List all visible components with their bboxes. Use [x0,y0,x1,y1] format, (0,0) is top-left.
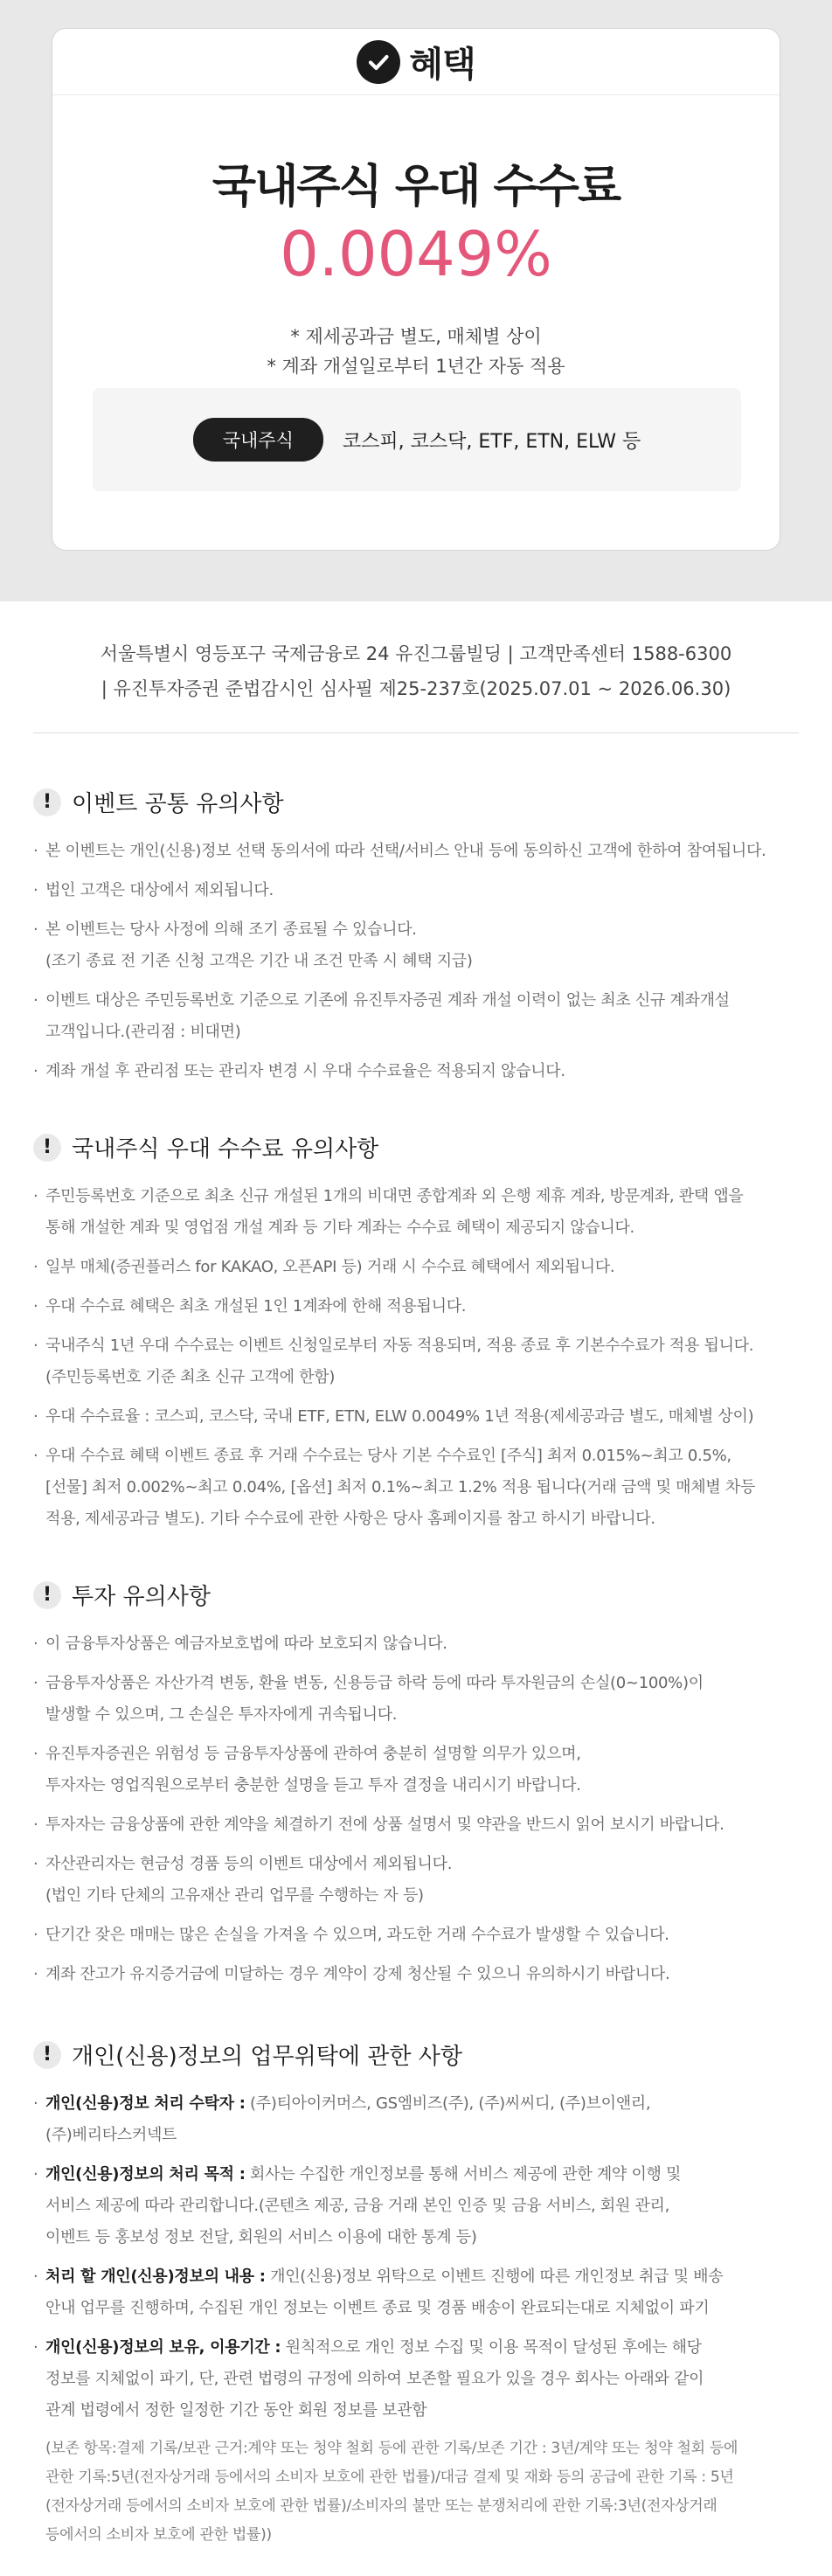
list-item-line: · 국내주식 1년 우대 수수료는 이벤트 신청일로부터 자동 적용되며, 적용 종료 후 기본수수료가 적용 됩니다. [45,1337,754,1355]
retention-note-line: (전자상거래 등에서의 소비자 보호에 관한 법률)/소비자의 불만 또는 분쟁처리에 관한 기록:3년(전자상거래 [45,2497,718,2515]
exclamation-icon: ! [33,788,61,816]
list-item-line: · 본 이벤트는 당사 사정에 의해 조기 종료될 수 있습니다. [45,920,417,939]
privacy-list [33,2088,808,2427]
list-item-line: · 단기간 잦은 매매는 많은 손실을 가져올 수 있으며, 과도한 거래 수수료가 발생할 수 있습니다. [45,1926,669,1944]
list-item [33,836,808,867]
list-item [33,1809,808,1841]
list-item-line: · 투자자는 금융상품에 관한 계약을 체결하기 전에 상품 설명서 및 약관을 반드시 읽어 보시기 바랍니다. [45,1816,725,1834]
retention-note-line: (보존 항목:결제 기록/보관 근거:계약 또는 청약 철회 등에 관한 기록/보존 기간 : 3년/계약 또는 청약 철회 등에 [45,2440,738,2457]
section-title: 투자 유의사항 [72,1584,211,1610]
list-item-line: 투자자는 영업직원으로부터 충분한 설명을 듣고 투자 결정을 내리시기 바랍니다. [45,1776,581,1795]
exclamation-icon: ! [33,2041,61,2069]
list-item [33,1920,808,1951]
list-item-line: · 개인(신용)정보의 보유, 이용기간 : 원칙적으로 개인 정보 수집 및 이용 목적이 달성된 후에는 해당 [45,2338,702,2357]
item-label: 처리 할 개인(신용)정보의 내용 : [45,2267,266,2286]
list-item-line: · 주민등록번호 기준으로 최초 신규 개설된 1개의 비대면 종합계좌 외 은행 제휴 계좌, 방문계좌, 콴택 앱을 [45,1187,744,1205]
benefit-title: 혜택 [409,45,475,85]
item-label: 개인(신용)정보 처리 수탁자 : [45,2094,246,2113]
list-item-line: · 계좌 잔고가 유지증거금에 미달하는 경우 계약이 강제 청산될 수 있으니 유의하시기 바랍니다. [45,1965,670,1983]
notice-section [0,786,832,1087]
list-item [33,2332,808,2427]
list-item [33,875,808,906]
list-item [33,914,808,977]
list-item-line: · 처리 할 개인(신용)정보의 내용 : 개인(신용)정보 위탁으로 이벤트 진행에 따른 개인정보 취급 및 배송 [45,2267,724,2286]
benefit-headline: 국내주식 우대 수수료 [211,161,621,213]
list-item-line: · 우대 수수료 혜택은 최초 개설된 1인 1계좌에 한해 적용됩니다. [45,1297,467,1316]
item-label: 개인(신용)정보의 보유, 이용기간 : [45,2338,281,2357]
company-info [0,601,832,706]
notice-section [0,1579,832,1990]
list-item-line: · 이 금융투자상품은 예금자보호법에 따라 보호되지 않습니다. [45,1635,447,1653]
compliance-number: | 유진투자증권 준법감시인 심사필 제25-237호(2025.07.01 ~ 2026.06.30) [101,678,731,699]
company-address: 서울특별시 영등포구 국제금융로 24 유진그룹빌딩 | 고객만족센터 1588-6300 [100,643,732,664]
list-item-line: · 유진투자증권은 위험성 등 금융투자상품에 관하여 충분히 설명할 의무가 있으며, [45,1745,581,1763]
section-title: 개인(신용)정보의 업무위탁에 관한 사항 [72,2044,462,2070]
benefit-rate: 0.0049% [280,219,552,290]
list-item-line: · 개인(신용)정보의 처리 목적 : 회사는 수집한 개인정보를 통해 서비스 제공에 관한 계약 이행 및 [45,2165,682,2184]
list-item [33,1330,808,1393]
list-item [33,2159,808,2253]
list-item-line: 발생할 수 있으며, 그 손실은 투자자에게 귀속됩니다. [45,1705,398,1724]
list-item-line: 관계 법령에서 정한 일정한 기간 동안 회원 정보를 보관함 [45,2401,427,2420]
notice-list [33,836,808,1087]
market-pill: 국내주식 [193,418,323,462]
list-item [33,2088,808,2151]
list-item [33,1401,808,1433]
list-item [33,1252,808,1283]
check-circle-icon [357,40,400,84]
list-item [33,1056,808,1087]
list-item [33,1181,808,1244]
list-item [33,1441,808,1535]
list-item [33,1291,808,1323]
section-header [33,1131,808,1163]
list-item [33,1668,808,1731]
list-item [33,1739,808,1802]
list-item [33,1628,808,1660]
list-item-line: 고객입니다.(관리점 : 비대면) [45,1023,241,1041]
list-item-line: (주민등록번호 기준 최초 신규 고객에 한함) [45,1368,336,1386]
list-item-line: · 일부 매체(증권플러스 for KAKAO, 오픈API 등) 거래 시 수수료 혜택에서 제외됩니다. [45,1258,615,1276]
benefit-band [0,0,832,601]
notice-list [33,1628,808,1990]
exclamation-icon: ! [33,1581,61,1609]
list-item-line: · 우대 수수료 혜택 이벤트 종료 후 거래 수수료는 당사 기본 수수료인 [주식] 최저 0.015%~최고 0.5%, [45,1447,731,1465]
notice-list [33,1181,808,1535]
list-item-line: · 금융투자상품은 자산가격 변동, 환율 변동, 신용등급 하락 등에 따라 투자원금의 손실(0~100%)이 [45,1674,704,1692]
notice-section [0,1131,832,1535]
retention-note-line: 등에서의 소비자 보호에 관한 법률)) [45,2526,272,2544]
list-item-line: · 개인(신용)정보 처리 수탁자 : (주)티아이커머스, GS엠비즈(주), (주)씨씨디, (주)브이앤리, [45,2094,651,2113]
item-label: 개인(신용)정보의 처리 목적 : [45,2165,246,2184]
benefit-notes [52,322,780,381]
section-header [33,786,808,818]
market-box [93,388,741,491]
list-item [33,985,808,1048]
list-item-line: 적용, 제세공과금 별도). 기타 수수료에 관한 사항은 당사 홈페이지를 참고 하시기 바랍니다. [45,1510,655,1528]
section-title: 국내주식 우대 수수료 유의사항 [72,1136,379,1163]
list-item-line: 서비스 제공에 따라 관리합니다.(콘텐츠 제공, 금융 거래 본인 인증 및 금융 서비스, 회원 관리, [45,2197,670,2215]
retention-note-line: 관한 기록:5년(전자상거래 등에서의 소비자 보호에 관한 법률)/대금 결제 및 재화 등의 공급에 관한 기록 : 5년 [45,2468,734,2486]
list-item-line: 정보를 지체없이 파기, 단, 관련 법령의 규정에 의하여 보존할 필요가 있을 경우 회사는 아래와 같이 [45,2370,704,2388]
list-item-line: (조기 종료 전 기존 신청 고객은 기간 내 조건 만족 시 혜택 지급) [45,952,473,970]
list-item-line: · 이벤트 대상은 주민등록번호 기준으로 기존에 유진투자증권 계좌 개설 이력이 없는 최초 신규 계좌개설 [45,991,730,1010]
retention-note [33,2434,808,2550]
benefit-note: * 제세공과금 별도, 매체별 상이 [290,326,542,347]
benefit-note: * 계좌 개설일로부터 1년간 자동 적용 [267,356,565,377]
market-list: 코스피, 코스닥, ETF, ETN, ELW 등 [342,430,641,453]
list-item-line: · 본 이벤트는 개인(신용)정보 선택 동의서에 따라 선택/서비스 안내 등에 동의하신 고객에 한하여 참여됩니다. [45,842,766,860]
list-item-line: 통해 개설한 계좌 및 영업점 개설 계좌 등 기타 계좌는 수수료 혜택이 제공되지 않습니다. [45,1219,634,1237]
section-title: 이벤트 공통 유의사항 [72,791,284,817]
list-item-line: (법인 기타 단체의 고유재산 관리 업무를 수행하는 자 등) [45,1886,424,1905]
list-item-line: (주)베리타스커넥트 [45,2126,177,2144]
notice-sections [0,786,832,1990]
list-item [33,1959,808,1990]
section-header [33,1579,808,1611]
section-header [33,2038,808,2071]
exclamation-icon: ! [33,1134,61,1162]
list-item [33,1849,808,1912]
privacy-section [0,2038,832,2550]
list-item-line: · 계좌 개설 후 관리점 또는 관리자 변경 시 우대 수수료율은 적용되지 않습니다. [45,1062,565,1080]
list-item-line: · 자산관리자는 현금성 경품 등의 이벤트 대상에서 제외됩니다. [45,1855,453,1873]
list-item [33,2261,808,2324]
list-item-line: · 법인 고객은 대상에서 제외됩니다. [45,881,274,899]
list-item-line: 안내 업무를 진행하며, 수집된 개인 정보는 이벤트 종료 및 경품 배송이 완료되는대로 지체없이 파기 [45,2299,710,2317]
list-item-line: [선물] 최저 0.002%~최고 0.04%, [옵션] 최저 0.1%~최고 1.2% 적용 됩니다(거래 금액 및 매체별 차등 [45,1478,756,1496]
benefit-card [52,28,780,551]
list-item-line: 이벤트 등 홍보성 정보 전달, 회원의 서비스 이용에 대한 통계 등) [45,2228,477,2246]
list-item-line: · 우대 수수료율 : 코스피, 코스닥, 국내 ETF, ETN, ELW 0.0049% 1년 적용(제세공과금 별도, 매체별 상이) [45,1407,754,1426]
benefit-card-header [52,29,780,95]
